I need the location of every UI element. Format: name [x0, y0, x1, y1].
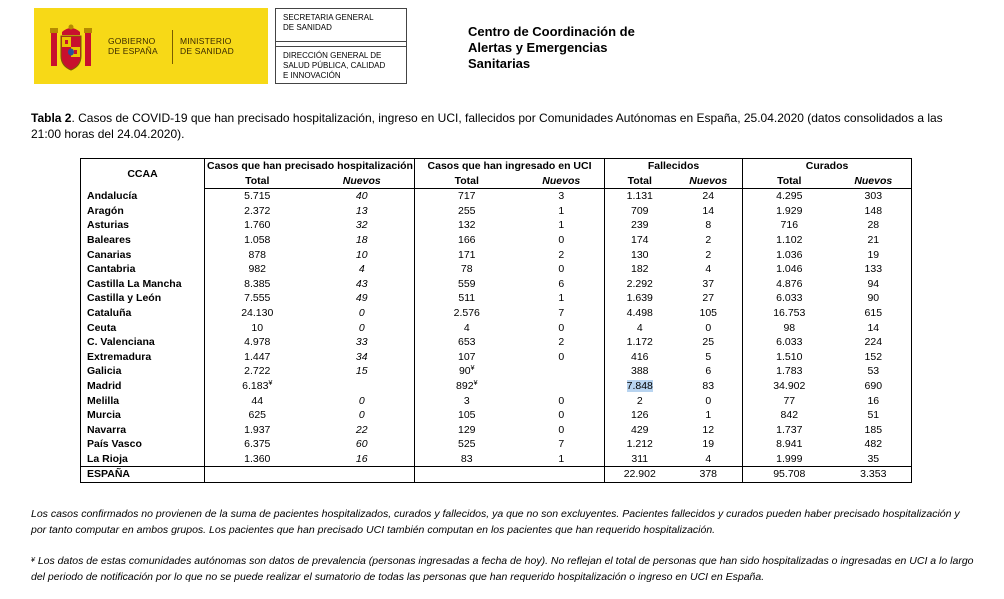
uci-total: [415, 291, 519, 306]
deaths-new: 8: [705, 219, 712, 232]
hosp-new: 18: [355, 233, 368, 246]
recovered-new: 152: [836, 350, 912, 365]
covid-ccaa-table: [80, 158, 912, 483]
recovered-total: 1.783: [743, 364, 836, 379]
cell-value: 717: [457, 190, 476, 203]
recovered-total: 6.033: [743, 335, 836, 350]
group-header-recovered: Curados: [743, 159, 912, 174]
deaths-new: 12: [702, 423, 715, 436]
total-deaths: 22.902: [605, 467, 675, 483]
uci-new: 0: [558, 350, 565, 363]
uci-total: [415, 379, 519, 394]
recovered-total: 77: [743, 394, 836, 409]
sub-header-total: Total: [743, 174, 836, 189]
deaths-total: [605, 350, 675, 365]
gobierno-label: GOBIERNO DE ESPAÑA: [108, 36, 158, 56]
cell-value: 1.639: [626, 292, 653, 305]
cell-value: 2: [636, 394, 643, 407]
cell-value: 2.292: [626, 277, 653, 290]
deaths-total: [605, 218, 675, 233]
cell-value: 2.372: [244, 204, 271, 217]
cell-value: 171: [457, 248, 476, 261]
hosp-new: 33: [355, 336, 368, 349]
cell-value: 126: [631, 409, 649, 422]
cell-value: 6.183: [242, 379, 269, 392]
hosp-total: [205, 364, 310, 379]
deaths-new: 105: [699, 306, 718, 319]
uci-total: [415, 394, 519, 409]
deaths-new: 24: [702, 190, 715, 203]
hosp-new: 16: [355, 452, 368, 465]
hosp-new: 0: [358, 409, 365, 422]
cell-value: 311: [631, 452, 649, 465]
hosp-total: [205, 306, 310, 321]
total-recovered: 95.708: [743, 467, 836, 483]
recovered-new: 94: [836, 277, 912, 292]
cell-value: 255: [457, 204, 476, 217]
uci-total: [415, 335, 519, 350]
total-hosp-empty: [205, 467, 310, 483]
cell-value: 1.447: [244, 350, 271, 363]
table-row: [81, 437, 912, 452]
recovered-new: 148: [836, 204, 912, 219]
uci-total: [415, 277, 519, 292]
recovered-new: 185: [836, 423, 912, 438]
table-row: [81, 277, 912, 292]
total-recovered-new: 3.353: [836, 467, 912, 483]
deaths-new: 2: [705, 233, 712, 246]
cell-value: 429: [631, 423, 649, 436]
hosp-new: 32: [355, 219, 368, 232]
uci-new: 7: [558, 438, 565, 451]
uci-new: 2: [558, 336, 565, 349]
cell-value: 3: [463, 394, 470, 407]
recovered-new: 224: [836, 335, 912, 350]
uci-total: [415, 262, 519, 277]
region-name: Castilla La Mancha: [81, 277, 205, 292]
cell-value: 4.498: [626, 306, 653, 319]
cell-value: 388: [631, 365, 649, 378]
cell-value: 1.212: [626, 438, 653, 451]
recovered-new: 14: [836, 321, 912, 336]
table-row: [81, 306, 912, 321]
cell-value: 892: [456, 379, 474, 392]
footnote-prevalence: [31, 553, 976, 585]
uci-new: 3: [558, 190, 565, 203]
region-name: País Vasco: [81, 437, 205, 452]
cell-value: 78: [460, 263, 473, 276]
table-row: [81, 248, 912, 263]
region-name: C. Valenciana: [81, 335, 205, 350]
hosp-total: [205, 423, 310, 438]
recovered-total: 4.876: [743, 277, 836, 292]
uci-total: [415, 306, 519, 321]
caption-label: Tabla 2: [31, 111, 72, 125]
deaths-total: [605, 233, 675, 248]
uci-new: [519, 379, 605, 394]
recovered-new: 482: [836, 437, 912, 452]
hosp-new: 49: [355, 292, 368, 305]
hosp-new: 0: [358, 306, 365, 319]
total-row: [81, 467, 912, 483]
uci-new: 2: [558, 248, 565, 261]
ccaa-header: CCAA: [81, 159, 205, 189]
table-row: [81, 364, 912, 379]
uci-total: [415, 204, 519, 219]
recovered-new: 16: [836, 394, 912, 409]
cell-value: 1.058: [244, 233, 271, 246]
hosp-total: [205, 335, 310, 350]
recovered-new: 28: [836, 218, 912, 233]
table-row: [81, 218, 912, 233]
recovered-new: 35: [836, 452, 912, 467]
hosp-total: [205, 408, 310, 423]
recovered-new: 133: [836, 262, 912, 277]
deaths-total: [605, 306, 675, 321]
deaths-new: 0: [705, 394, 712, 407]
deaths-new: 2: [705, 248, 712, 261]
uci-total: [415, 189, 519, 204]
cell-value: 174: [631, 233, 649, 246]
table-row: [81, 394, 912, 409]
recovered-total: 1.510: [743, 350, 836, 365]
uci-total: [415, 452, 519, 467]
deaths-total: [605, 189, 675, 204]
deaths-total: [605, 408, 675, 423]
region-name: Castilla y León: [81, 291, 205, 306]
hosp-total: [205, 248, 310, 263]
hosp-total: [205, 321, 310, 336]
cell-value: 90: [458, 365, 471, 378]
hosp-new: 10: [355, 248, 368, 261]
cell-value: 4: [636, 321, 643, 334]
region-name: Extremadura: [81, 350, 205, 365]
recovered-total: 1.929: [743, 204, 836, 219]
uci-new: [519, 364, 605, 379]
uci-new: 0: [558, 233, 565, 246]
uci-new: 1: [558, 219, 565, 232]
deaths-total: [605, 277, 675, 292]
hosp-total: [205, 233, 310, 248]
cell-value: 982: [248, 263, 267, 276]
table-row: [81, 189, 912, 204]
region-name: Cataluña: [81, 306, 205, 321]
region-name: Aragón: [81, 204, 205, 219]
hosp-total: [205, 277, 310, 292]
table-row: [81, 321, 912, 336]
uci-total: [415, 437, 519, 452]
cell-value: 6.375: [244, 438, 271, 451]
uci-new: 1: [558, 204, 565, 217]
uci-new: 0: [558, 409, 565, 422]
recovered-new: 90: [836, 291, 912, 306]
sub-header-new: Nuevos: [519, 174, 605, 189]
cell-value: 525: [457, 438, 476, 451]
recovered-total: 98: [743, 321, 836, 336]
deaths-total: [605, 321, 675, 336]
table-row: [81, 291, 912, 306]
region-name: Madrid: [81, 379, 205, 394]
hosp-total: [205, 218, 310, 233]
hosp-total: [205, 452, 310, 467]
footnote-prevalence-text: Los datos de estas comunidades autónomas son datos de prevalencia (personas ingresadas a fecha de hoy). No reflejan el total de personas que han sido hospitalizadas o ingresadas en UCI a lo largo del periodo de notificación por lo que no se puede realizar el sumatorio de todas las personas que han requerido hospitalización o ingreso en UCI en España.: [31, 555, 974, 583]
hosp-total: [205, 189, 310, 204]
deaths-new: 27: [702, 292, 715, 305]
table-row: [81, 335, 912, 350]
ministerio-label: MINISTERIO DE SANIDAD: [180, 36, 234, 56]
deaths-new: 5: [705, 350, 712, 363]
uci-total: [415, 423, 519, 438]
caption-text: . Casos de COVID-19 que han precisado hospitalización, ingreso en UCI, fallecidos por Comunidades Autónomas en España, 25.04.2020 (datos consolidados a las 21:00 horas del 24.04.2020).: [31, 111, 943, 141]
table-caption: [31, 110, 976, 142]
hosp-total: [205, 394, 310, 409]
hosp-new: 0: [358, 394, 365, 407]
uci-total: [415, 218, 519, 233]
cell-value: 24.130: [241, 306, 274, 319]
table-body: [81, 189, 912, 483]
cell-value: 878: [248, 248, 267, 261]
hosp-new: 43: [355, 277, 368, 290]
cell-value: 83: [460, 452, 473, 465]
cell-value: 5.715: [244, 190, 271, 203]
hosp-total: [205, 291, 310, 306]
uci-total: [415, 233, 519, 248]
cell-value: 44: [251, 394, 264, 407]
hosp-new: 0: [358, 321, 365, 334]
recovered-total: 1.737: [743, 423, 836, 438]
hosp-new: 15: [355, 365, 368, 378]
recovered-total: 842: [743, 408, 836, 423]
cell-value: 653: [457, 336, 476, 349]
cell-value: 709: [631, 204, 649, 217]
cell-value: 2.576: [453, 306, 480, 319]
deaths-new: 6: [705, 365, 712, 378]
sub-header-new: Nuevos: [675, 174, 743, 189]
uci-total: [415, 350, 519, 365]
group-header-uci: Casos que han ingresado en UCI: [415, 159, 605, 174]
cell-value: 4.978: [244, 336, 271, 349]
uci-new: 0: [558, 423, 565, 436]
uci-new: 0: [558, 263, 565, 276]
hosp-new: 4: [358, 263, 365, 276]
group-header-deaths: Fallecidos: [605, 159, 743, 174]
recovered-total: 8.941: [743, 437, 836, 452]
region-name: Ceuta: [81, 321, 205, 336]
sub-header-total: Total: [205, 174, 310, 189]
total-name: ESPAÑA: [81, 467, 205, 483]
recovered-new: 615: [836, 306, 912, 321]
hosp-new: [310, 379, 415, 394]
uci-total: [415, 248, 519, 263]
centre-title: Centro de Coordinación de Alertas y Emergencias Sanitarias: [468, 24, 635, 71]
deaths-total: [605, 423, 675, 438]
total-deaths-new: 378: [675, 467, 743, 483]
direccion-general-label: DIRECCIÓN GENERAL DE SALUD PÚBLICA, CALIDAD E INNOVACIÓN: [276, 46, 406, 83]
cell-value: 132: [457, 219, 476, 232]
recovered-new: 21: [836, 233, 912, 248]
uci-new: 0: [558, 321, 565, 334]
recovered-total: 716: [743, 218, 836, 233]
deaths-total: [605, 437, 675, 452]
recovered-new: 690: [836, 379, 912, 394]
deaths-total: [605, 379, 675, 394]
cell-value: 416: [631, 350, 649, 363]
deaths-total: [605, 364, 675, 379]
deaths-total: [605, 394, 675, 409]
region-name: Galicia: [81, 364, 205, 379]
uci-new: 1: [558, 292, 565, 305]
footnote-general: Los casos confirmados no provienen de la suma de pacientes hospitalizados, curados y fallecidos, ya que no son excluyentes. Pacientes fallecidos y curados pueden haber precisado hospitalización y por tanto computar en ambos grupos. Los pacientes que han precisado UCI también computan en los pacientes que han requerido hospitalización.: [31, 508, 960, 536]
deaths-new: 14: [702, 204, 715, 217]
cell-value: 7.848: [626, 379, 653, 392]
cell-value: 625: [248, 409, 267, 422]
cell-value: 511: [458, 292, 476, 305]
uci-total: [415, 408, 519, 423]
recovered-new: 53: [836, 364, 912, 379]
sub-header-total: Total: [415, 174, 519, 189]
deaths-new: 37: [702, 277, 715, 290]
region-name: Navarra: [81, 423, 205, 438]
cell-value: 559: [457, 277, 476, 290]
uci-total: [415, 321, 519, 336]
cell-value: 239: [631, 219, 649, 232]
recovered-total: 34.902: [743, 379, 836, 394]
cell-value: 4: [463, 321, 470, 334]
cell-value: 1.760: [244, 219, 271, 232]
sub-header-new: Nuevos: [310, 174, 415, 189]
hosp-new: 40: [355, 190, 368, 203]
region-name: Murcia: [81, 408, 205, 423]
deaths-total: [605, 452, 675, 467]
prevalence-mark: ¥: [268, 379, 273, 387]
deaths-total: [605, 204, 675, 219]
prevalence-mark: ¥: [470, 365, 475, 373]
total-uci-new-empty: [519, 467, 605, 483]
deaths-total: [605, 262, 675, 277]
recovered-total: 1.046: [743, 262, 836, 277]
table-row: [81, 262, 912, 277]
cell-value: 105: [457, 409, 476, 422]
hosp-total: [205, 437, 310, 452]
deaths-new: 83: [702, 379, 715, 392]
deaths-new: 4: [705, 452, 712, 465]
group-header-hospital: Casos que han precisado hospitalización: [205, 159, 415, 174]
hosp-total: [205, 379, 310, 394]
coat-of-arms-icon: [48, 22, 94, 76]
footnote-mark: ¥: [31, 557, 35, 564]
uci-total: [415, 364, 519, 379]
cell-value: 7.555: [244, 292, 271, 305]
cell-value: 1.937: [244, 423, 271, 436]
hosp-new: 22: [355, 423, 368, 436]
table-row: [81, 233, 912, 248]
region-name: Andalucía: [81, 189, 205, 204]
sub-header-total: Total: [605, 174, 675, 189]
recovered-new: 303: [836, 189, 912, 204]
hosp-new: 34: [355, 350, 368, 363]
banner-divider: [172, 30, 173, 64]
region-name: Asturias: [81, 218, 205, 233]
region-name: La Rioja: [81, 452, 205, 467]
region-name: Baleares: [81, 233, 205, 248]
hosp-total: [205, 350, 310, 365]
recovered-total: 1.036: [743, 248, 836, 263]
recovered-total: 16.753: [743, 306, 836, 321]
recovered-new: 19: [836, 248, 912, 263]
recovered-total: 6.033: [743, 291, 836, 306]
deaths-new: 1: [705, 409, 712, 422]
prevalence-mark: ¥: [473, 379, 478, 387]
table-row: [81, 379, 912, 394]
recovered-total: 1.999: [743, 452, 836, 467]
government-banner: [34, 8, 268, 84]
hosp-total: [205, 262, 310, 277]
deaths-total: [605, 248, 675, 263]
cell-value: 8.385: [244, 277, 271, 290]
cell-value: 1.131: [626, 190, 653, 203]
table-row: [81, 204, 912, 219]
region-name: Melilla: [81, 394, 205, 409]
table-row: [81, 350, 912, 365]
deaths-new: 4: [705, 263, 712, 276]
cell-value: 2.722: [244, 365, 271, 378]
hosp-total: [205, 204, 310, 219]
table-row: [81, 423, 912, 438]
deaths-total: [605, 335, 675, 350]
cell-value: 1.360: [244, 452, 271, 465]
region-name: Cantabria: [81, 262, 205, 277]
total-hosp-new-empty: [310, 467, 415, 483]
deaths-new: 25: [702, 336, 715, 349]
recovered-total: 4.295: [743, 189, 836, 204]
recovered-new: 51: [836, 408, 912, 423]
cell-value: 107: [457, 350, 476, 363]
region-name: Canarias: [81, 248, 205, 263]
sub-header-new: Nuevos: [836, 174, 912, 189]
cell-value: 182: [631, 263, 649, 276]
uci-new: 7: [558, 306, 565, 319]
hosp-new: 60: [355, 438, 368, 451]
cell-value: 129: [457, 423, 476, 436]
total-uci-empty: [415, 467, 519, 483]
cell-value: 1.172: [626, 336, 653, 349]
deaths-new: 0: [705, 321, 712, 334]
secretaria-box: [275, 8, 407, 84]
cell-value: 130: [631, 248, 649, 261]
deaths-new: 19: [702, 438, 715, 451]
cell-value: 10: [251, 321, 264, 334]
uci-new: 6: [558, 277, 565, 290]
uci-new: 1: [558, 452, 565, 465]
uci-new: 0: [558, 394, 565, 407]
secretaria-general-label: SECRETARIA GENERAL DE SANIDAD: [276, 9, 406, 42]
cell-value: 166: [457, 233, 476, 246]
deaths-total: [605, 291, 675, 306]
hosp-new: 13: [355, 204, 368, 217]
recovered-total: 1.102: [743, 233, 836, 248]
table-row: [81, 408, 912, 423]
table-row: [81, 452, 912, 467]
